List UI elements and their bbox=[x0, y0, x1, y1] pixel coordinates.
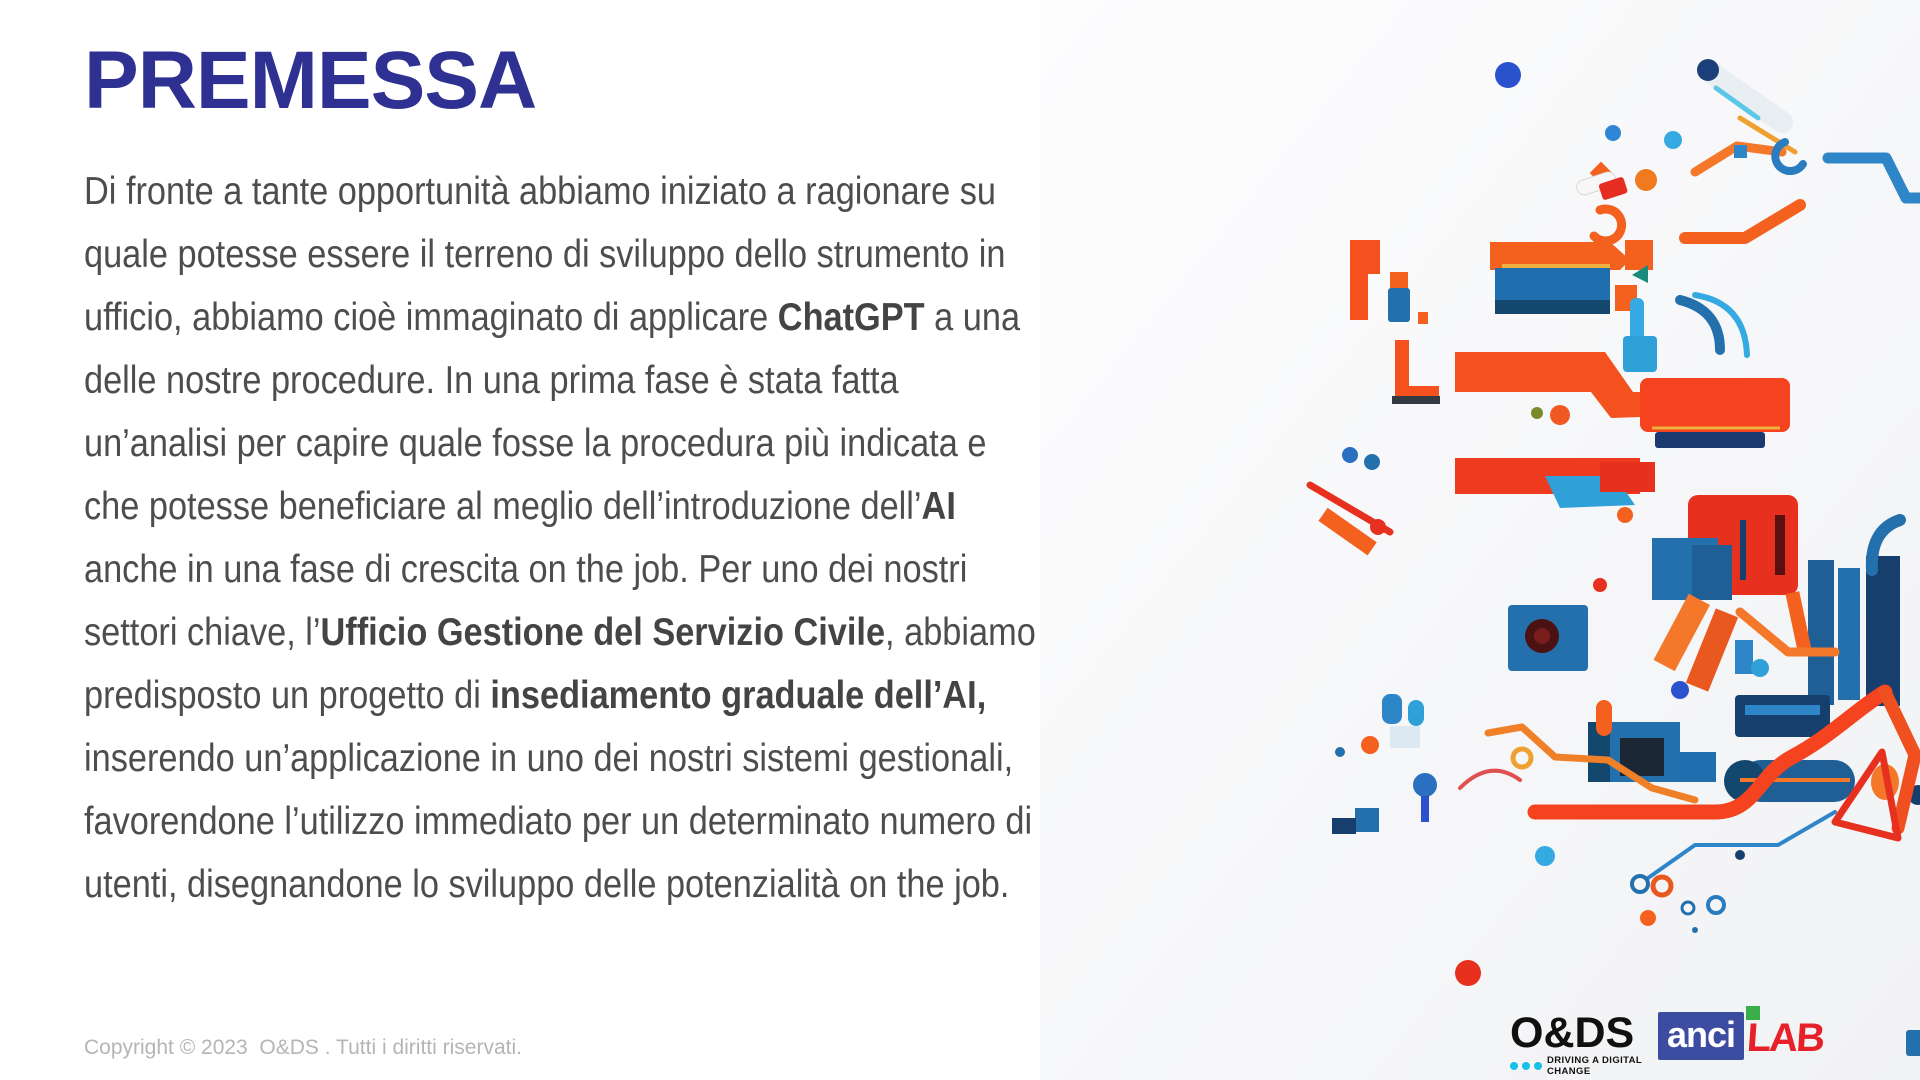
paragraph-segment: , abbiamo predisposto un progetto di bbox=[84, 611, 1036, 717]
ancilab-logo bbox=[1658, 1012, 1823, 1060]
body-paragraph bbox=[84, 160, 1045, 916]
paragraph-segment-bold: AI bbox=[921, 485, 956, 528]
paragraph-segment: anche in una fase di crescita on the job. Per uno dei nostri settori chiave, l’ bbox=[84, 548, 968, 654]
ods-logo-dots-icon bbox=[1510, 1062, 1542, 1070]
abstract-artwork bbox=[1040, 0, 1920, 1080]
copyright-notice: Copyright © 2023 O&DS . Tutti i diritti riservati. bbox=[84, 1036, 522, 1059]
paragraph-segment: inserendo un’applicazione in uno dei nostri sistemi gestionali, favorendone l’utilizzo immediato per un determinato numero di utenti, disegnandone lo sviluppo delle potenzialità on the job. bbox=[84, 737, 1033, 906]
ods-logo-tagline: DRIVING A DIGITAL CHANGE bbox=[1547, 1055, 1642, 1077]
ods-logo-text: O&DS bbox=[1510, 1009, 1635, 1057]
ancilab-logo-lab: LAB bbox=[1745, 1016, 1825, 1060]
page-title: PREMESSA bbox=[84, 35, 537, 126]
paragraph-segment: a una delle nostre procedure. In una prima fase è stata fatta un’analisi per capire quale fosse la procedura più indicata e che potesse beneficiare al meglio dell’introduzione dell’ bbox=[84, 296, 1021, 528]
paragraph-segment-bold: Ufficio Gestione del Servizio Civile bbox=[320, 611, 886, 654]
ancilab-logo-anci: anci bbox=[1658, 1012, 1744, 1060]
partial-logo-edge bbox=[1906, 1030, 1920, 1056]
paragraph-segment-bold: insediamento graduale dell’AI, bbox=[490, 674, 987, 717]
paragraph-segment: Di fronte a tante opportunità abbiamo iniziato a ragionare su quale potesse essere il terreno di sviluppo dello strumento in ufficio, abbiamo cioè immaginato di applicare bbox=[84, 170, 1006, 339]
ods-logo bbox=[1510, 1009, 1670, 1077]
paragraph-segment-bold: ChatGPT bbox=[777, 296, 925, 339]
